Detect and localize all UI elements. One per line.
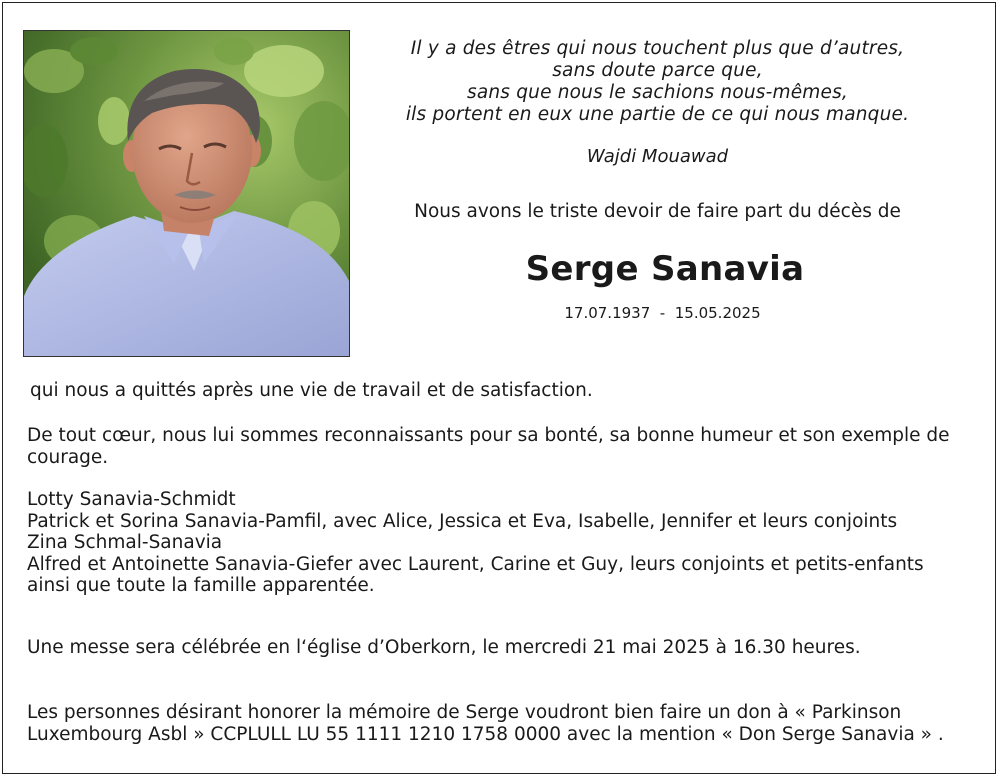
life-dates: 17.07.1937 - 15.05.2025 xyxy=(564,304,761,322)
family-member: Alfred et Antoinette Sanavia-Giefer avec Laurent, Carine et Guy, leurs conjoints et petits-enfants xyxy=(27,553,924,575)
quote-line: Il y a des êtres qui nous touchent plus que d’autres, xyxy=(410,38,905,59)
quote-line: sans que nous le sachions nous-mêmes, xyxy=(466,82,849,103)
donation-paragraph: Les personnes désirant honorer la mémoire de Serge voudront bien faire un don à « Parkinson Luxembourg Asbl » CCPLULL LU 55 1111 1210 1758 0000 avec la mention « Don Serge Sanavia » . xyxy=(27,702,944,745)
family-member: Lotty Sanavia-Schmidt xyxy=(27,489,236,510)
family-member: Patrick et Sorina Sanavia-Pamfil, avec Alice, Jessica et Eva, Isabelle, Jennifer et leurs conjoints xyxy=(27,510,898,532)
quote xyxy=(355,38,960,126)
family-member: ainsi que toute la famille apparentée. xyxy=(27,575,375,596)
family-member: Zina Schmal-Sanavia xyxy=(27,532,223,553)
quote-author: Wajdi Mouawad xyxy=(586,146,729,167)
family-list xyxy=(27,489,962,597)
thanks-paragraph: De tout cœur, nous lui sommes reconnaissants pour sa bonté, sa bonne humeur et son exemple de courage. xyxy=(27,425,950,468)
quote-line: ils portent en eux une partie de ce qui nous manque. xyxy=(405,104,910,125)
portrait-photo xyxy=(23,30,350,357)
deceased-name: Serge Sanavia xyxy=(525,249,805,289)
quote-line: sans doute parce que, xyxy=(552,60,763,81)
mass-paragraph: Une messe sera célébrée en l‘église d’Oberkorn, le mercredi 21 mai 2025 à 16.30 heures. xyxy=(27,637,861,658)
life-paragraph: qui nous a quittés après une vie de travail et de satisfaction. xyxy=(30,380,593,401)
announcement-text: Nous avons le triste devoir de faire part du décès de xyxy=(414,201,901,222)
